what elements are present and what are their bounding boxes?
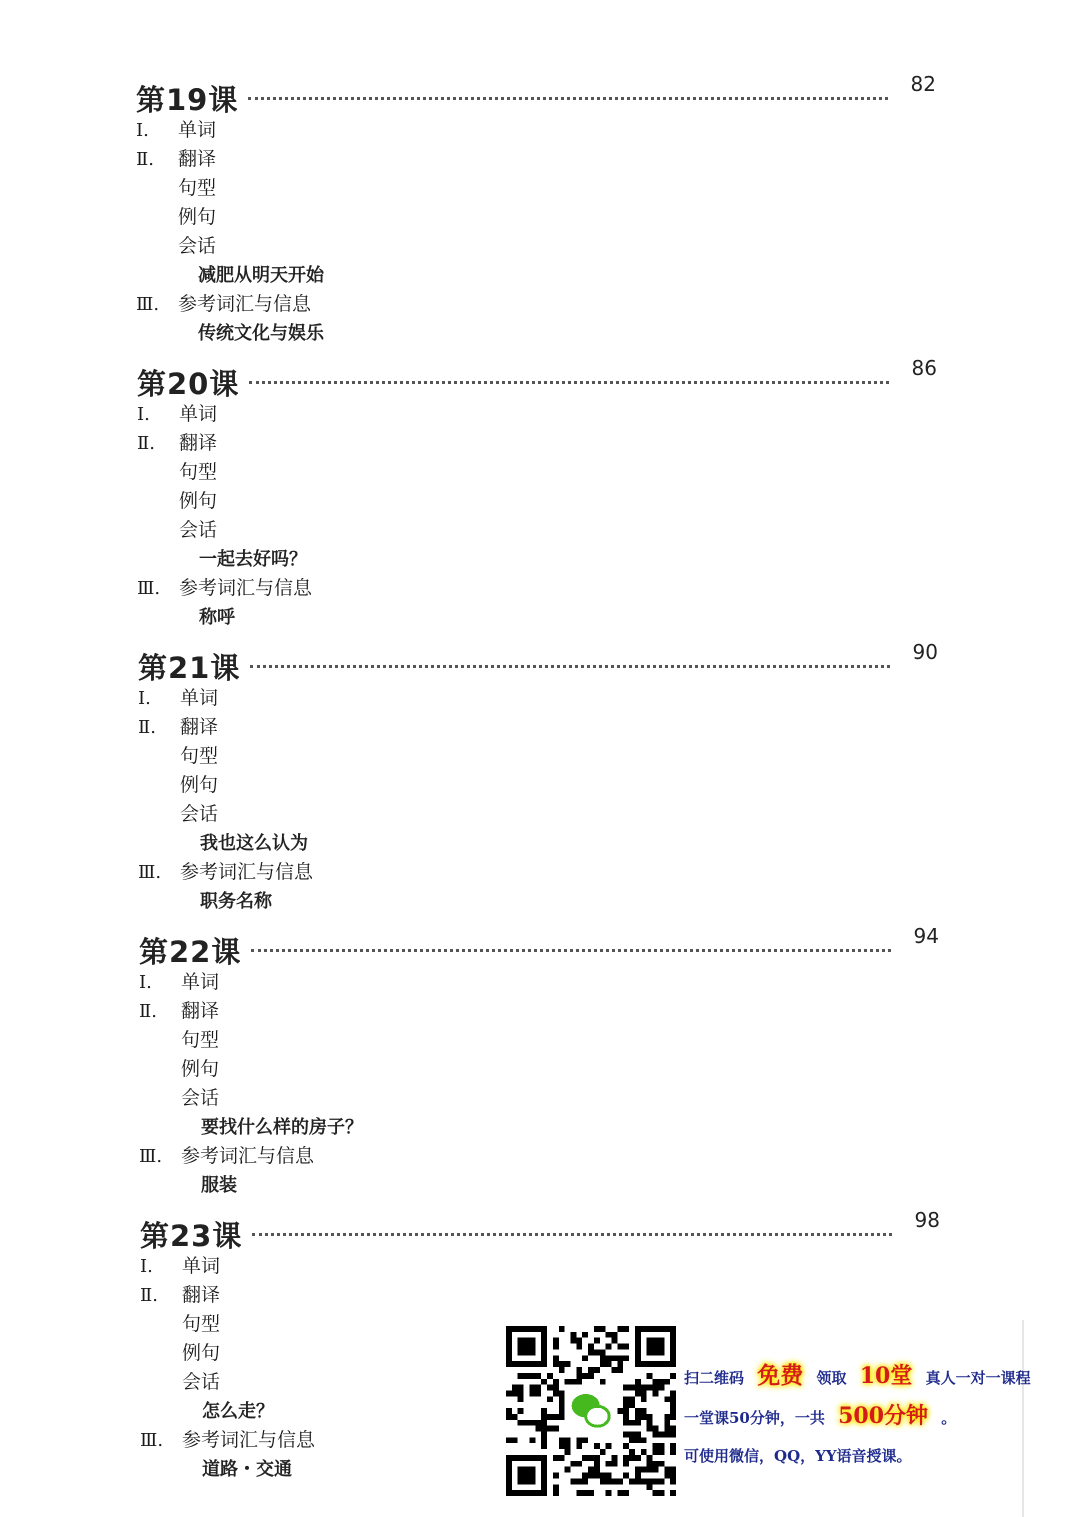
topic-entry[interactable]: 服装 xyxy=(201,1175,237,1196)
subsection-entry[interactable]: 例句 xyxy=(182,1342,221,1364)
promo-banner xyxy=(506,1326,1066,1496)
topic-entry[interactable]: 职务名称 xyxy=(200,891,272,912)
promo-text-course: 真人一对一课程 xyxy=(925,1369,1031,1387)
section-title: 参考词汇与信息 xyxy=(181,1145,315,1167)
lesson-block xyxy=(137,356,937,632)
section-number: Ⅲ. xyxy=(136,294,160,315)
section-title: 参考词汇与信息 xyxy=(180,861,314,883)
section-title: 参考词汇与信息 xyxy=(178,293,312,315)
lesson-block xyxy=(136,72,936,348)
section-entry[interactable] xyxy=(139,968,939,997)
section-number: Ⅱ. xyxy=(136,149,154,170)
section-number: Ⅰ. xyxy=(137,404,150,425)
section-entry[interactable] xyxy=(139,997,939,1026)
promo-text-duration: 一堂课50分钟，一共 xyxy=(684,1409,825,1427)
section-title: 单词 xyxy=(181,971,220,993)
promo-total-minutes: 500分钟 xyxy=(838,1403,929,1429)
lesson-title[interactable]: 第20课 xyxy=(137,367,240,401)
section-entry[interactable] xyxy=(138,684,938,713)
dot-leader xyxy=(251,949,891,952)
section-number: Ⅰ. xyxy=(139,972,152,993)
promo-text-platforms: 可使用微信，QQ，YY语音授课。 xyxy=(684,1447,912,1465)
topic-entry[interactable]: 道路・交通 xyxy=(202,1459,292,1480)
section-entry[interactable] xyxy=(137,400,937,429)
section-title: 单词 xyxy=(180,687,219,709)
section-entry[interactable] xyxy=(140,1281,940,1310)
lesson-heading[interactable] xyxy=(139,924,939,969)
section-entry[interactable] xyxy=(136,290,936,319)
section-number: Ⅲ. xyxy=(137,578,161,599)
subsection-entry[interactable]: 例句 xyxy=(181,1058,220,1080)
subsection-entry[interactable]: 句型 xyxy=(181,1029,220,1051)
section-number: Ⅱ. xyxy=(138,717,156,738)
promo-line-2 xyxy=(684,1396,1031,1436)
topic-entry[interactable]: 怎么走？ xyxy=(202,1401,274,1422)
promo-text-receive: 领取 xyxy=(816,1369,847,1387)
section-entry[interactable] xyxy=(136,116,936,145)
promo-text-period: 。 xyxy=(941,1409,957,1427)
topic-entry[interactable]: 传统文化与娱乐 xyxy=(198,323,324,344)
section-number: Ⅰ. xyxy=(136,120,149,141)
subsection-entry[interactable]: 会话 xyxy=(179,519,218,541)
topic-entry[interactable]: 减肥从明天开始 xyxy=(198,265,324,286)
subsection-entry[interactable]: 例句 xyxy=(179,490,218,512)
lesson-title[interactable]: 第22课 xyxy=(139,935,242,969)
lesson-title[interactable]: 第21课 xyxy=(138,651,241,685)
section-title: 单词 xyxy=(182,1255,221,1277)
promo-line-1 xyxy=(684,1356,1031,1396)
promo-lesson-count: 10堂 xyxy=(859,1363,913,1389)
subsection-entry[interactable]: 会话 xyxy=(178,235,217,257)
section-entry[interactable] xyxy=(138,713,938,742)
dot-leader xyxy=(250,665,890,668)
section-entry[interactable] xyxy=(136,145,936,174)
section-title: 翻译 xyxy=(181,1000,220,1022)
subsection-entry[interactable]: 会话 xyxy=(180,803,219,825)
section-title: 翻译 xyxy=(180,716,219,738)
section-number: Ⅱ. xyxy=(137,433,155,454)
subsection-entry[interactable]: 会话 xyxy=(181,1087,220,1109)
topic-entry[interactable]: 我也这么认为 xyxy=(200,833,308,854)
topic-entry[interactable]: 称呼 xyxy=(199,607,235,628)
page-number: 90 xyxy=(912,640,938,664)
section-number: Ⅱ. xyxy=(139,1001,157,1022)
subsection-entry[interactable]: 例句 xyxy=(178,206,217,228)
section-title: 翻译 xyxy=(178,148,217,170)
lesson-block xyxy=(138,640,938,916)
section-entry[interactable] xyxy=(139,1142,939,1171)
lesson-heading[interactable] xyxy=(138,640,938,685)
lesson-heading[interactable] xyxy=(136,72,936,117)
qr-code-icon[interactable] xyxy=(506,1326,676,1496)
lesson-heading[interactable] xyxy=(137,356,937,401)
page-number: 98 xyxy=(914,1208,940,1232)
section-title: 单词 xyxy=(178,119,217,141)
subsection-entry[interactable]: 句型 xyxy=(182,1313,221,1335)
page-number: 86 xyxy=(911,356,937,380)
subsection-entry[interactable]: 会话 xyxy=(182,1371,221,1393)
lesson-block xyxy=(139,924,939,1200)
promo-free-badge: 免费 xyxy=(757,1362,804,1389)
section-title: 参考词汇与信息 xyxy=(179,577,313,599)
lesson-heading[interactable] xyxy=(140,1208,940,1253)
page-number: 82 xyxy=(910,72,936,96)
promo-line-3 xyxy=(684,1436,1031,1476)
topic-entry[interactable]: 一起去好吗？ xyxy=(199,549,307,570)
subsection-entry[interactable]: 句型 xyxy=(178,177,217,199)
section-number: Ⅲ. xyxy=(139,1146,163,1167)
dot-leader xyxy=(252,1233,892,1236)
section-entry[interactable] xyxy=(137,429,937,458)
section-entry[interactable] xyxy=(138,858,938,887)
subsection-entry[interactable]: 句型 xyxy=(180,745,219,767)
section-title: 参考词汇与信息 xyxy=(182,1429,316,1451)
promo-text-scan: 扫二维码 xyxy=(684,1369,745,1387)
subsection-entry[interactable]: 例句 xyxy=(180,774,219,796)
wechat-logo-icon xyxy=(566,1386,615,1435)
lesson-title[interactable]: 第19课 xyxy=(136,83,239,117)
section-number: Ⅰ. xyxy=(138,688,151,709)
section-number: Ⅰ. xyxy=(140,1256,153,1277)
section-entry[interactable] xyxy=(140,1252,940,1281)
dot-leader xyxy=(249,381,889,384)
section-entry[interactable] xyxy=(137,574,937,603)
section-title: 翻译 xyxy=(179,432,218,454)
promo-text xyxy=(684,1356,1031,1476)
section-number: Ⅲ. xyxy=(140,1430,164,1451)
topic-entry[interactable]: 要找什么样的房子？ xyxy=(201,1117,363,1138)
section-title: 翻译 xyxy=(182,1284,221,1306)
subsection-entry[interactable]: 句型 xyxy=(179,461,218,483)
page-number: 94 xyxy=(913,924,939,948)
section-number: Ⅲ. xyxy=(138,862,162,883)
section-title: 单词 xyxy=(179,403,218,425)
dot-leader xyxy=(248,97,888,100)
section-number: Ⅱ. xyxy=(140,1285,158,1306)
lesson-title[interactable]: 第23课 xyxy=(140,1219,243,1253)
